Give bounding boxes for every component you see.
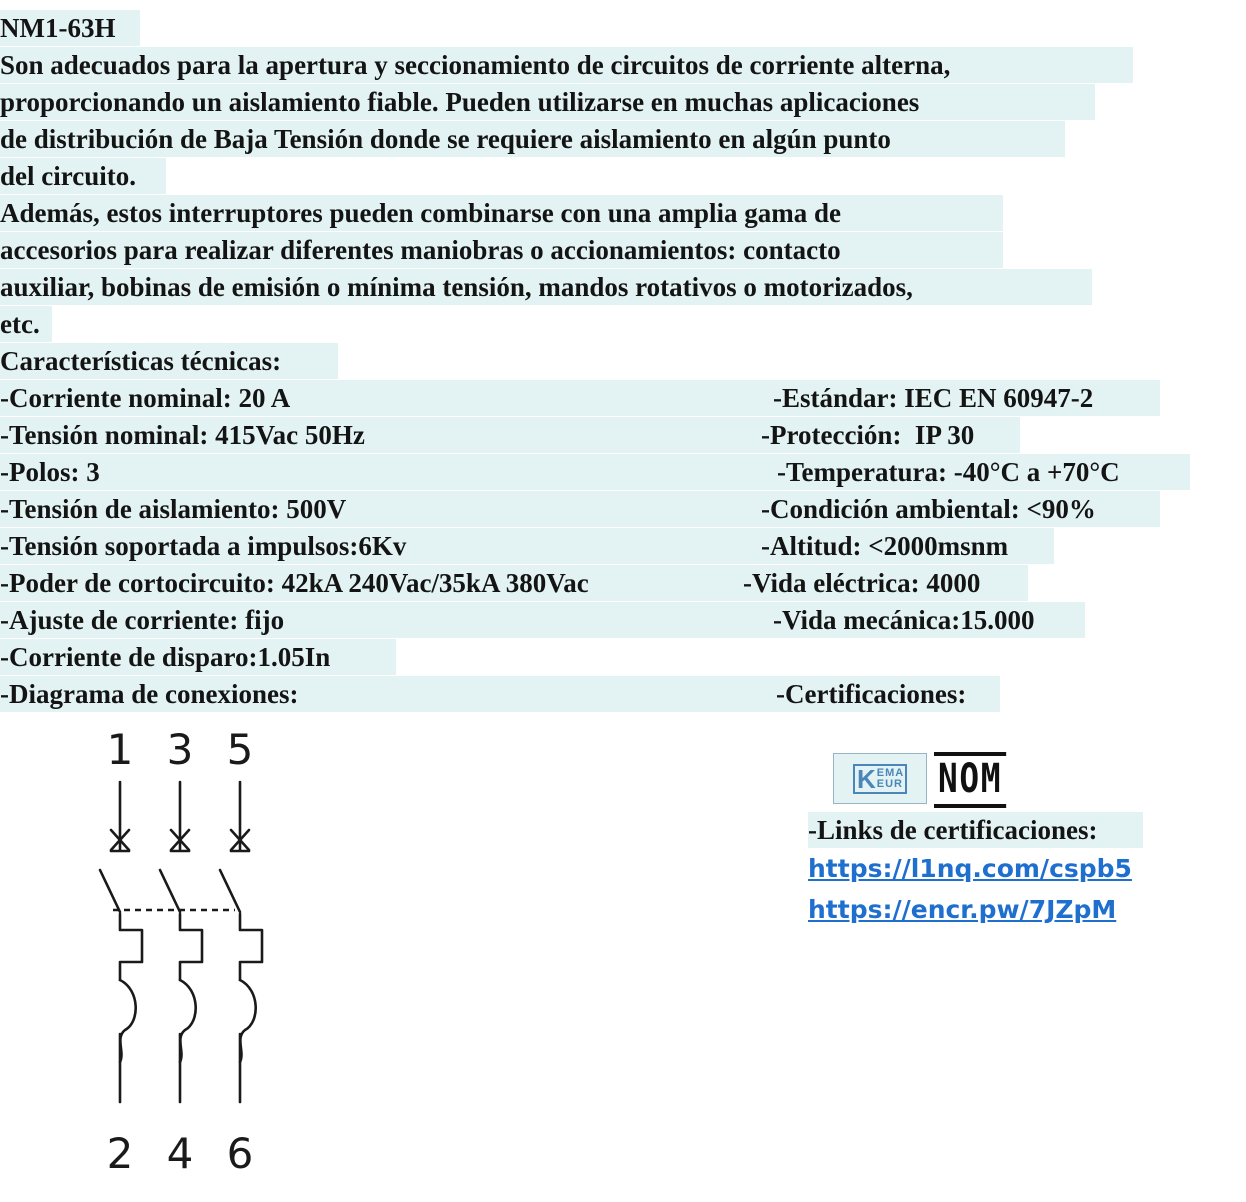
pole-2-thermal <box>180 914 202 980</box>
spec-left: -Tensión nominal: 415Vac 50Hz <box>0 417 1020 453</box>
pole-1-thermal <box>120 914 142 980</box>
terminal-2: 2 <box>106 1129 134 1178</box>
spec-left: -Poder de cortocircuito: 42kA 240Vac/35kA 380Vac <box>0 565 1028 601</box>
terminal-6: 6 <box>226 1129 254 1178</box>
spec-left: -Ajuste de corriente: fijo <box>0 602 1085 638</box>
description-line: Además, estos interruptores pueden combinarse con una amplia gama de <box>0 195 1003 231</box>
pole-2-magnetic <box>180 980 196 1062</box>
kema-keur-mark: K EMA EUR <box>853 764 907 794</box>
terminal-4: 4 <box>166 1129 194 1178</box>
specs-heading: Características técnicas: <box>0 343 338 379</box>
product-title: NM1-63H <box>0 10 140 46</box>
description-line: Son adecuados para la apertura y seccionamiento de circuitos de corriente alterna, <box>0 47 1133 83</box>
description-line: de distribución de Baja Tensión donde se requiere aislamiento en algún punto <box>0 121 1065 157</box>
spec-right: -Altitud: <2000msnm <box>761 531 1009 561</box>
description-line: auxiliar, bobinas de emisión o mínima tensión, mandos rotativos o motorizados, <box>0 269 1092 305</box>
spec-right: -Vida mecánica:15.000 <box>773 605 1035 635</box>
pole-3-switch-blade <box>220 870 240 912</box>
certification-link[interactable]: https://encr.pw/7JZpM <box>808 895 1117 924</box>
terminal-5: 5 <box>226 725 254 774</box>
pole-1-magnetic <box>120 980 136 1062</box>
spec-right: -Vida eléctrica: 4000 <box>743 568 981 598</box>
connection-diagram <box>85 722 285 1182</box>
pole-3-magnetic <box>240 980 256 1062</box>
spec-left: -Diagrama de conexiones: <box>0 676 1000 712</box>
certification-link[interactable]: https://l1nq.com/cspb5 <box>808 854 1132 883</box>
description-line: del circuito. <box>0 158 166 194</box>
description-line: proporcionando un aislamiento fiable. Pueden utilizarse en muchas aplicaciones <box>0 84 1095 120</box>
spec-right: -Certificaciones: <box>776 679 967 709</box>
terminal-3: 3 <box>166 725 194 774</box>
pole-1-switch-blade <box>100 870 120 912</box>
spec-left: -Polos: 3 <box>0 454 1190 490</box>
terminal-1: 1 <box>106 725 134 774</box>
connection-diagram-svg <box>85 722 285 1182</box>
spec-right: -Condición ambiental: <90% <box>761 494 1096 524</box>
nom-logo: NOM <box>934 752 1006 808</box>
links-label: -Links de certificaciones: <box>808 812 1143 848</box>
spec-left: -Tensión soportada a impulsos:6Kv <box>0 528 1054 564</box>
kema-keur-logo <box>833 753 927 804</box>
pole-2-switch-blade <box>160 870 180 912</box>
spec-right: -Estándar: IEC EN 60947-2 <box>773 383 1094 413</box>
spec-left: -Tensión de aislamiento: 500V <box>0 491 1160 527</box>
spec-right: -Temperatura: -40°C a +70°C <box>777 457 1120 487</box>
spec-right: -Protección: IP 30 <box>761 420 975 450</box>
spec-left: -Corriente de disparo:1.05In <box>0 639 396 675</box>
description-line: accesorios para realizar diferentes maniobras o accionamientos: contacto <box>0 232 1003 268</box>
spec-left: -Corriente nominal: 20 A <box>0 380 1160 416</box>
pole-3-thermal <box>240 914 262 980</box>
description-line: etc. <box>0 306 52 342</box>
